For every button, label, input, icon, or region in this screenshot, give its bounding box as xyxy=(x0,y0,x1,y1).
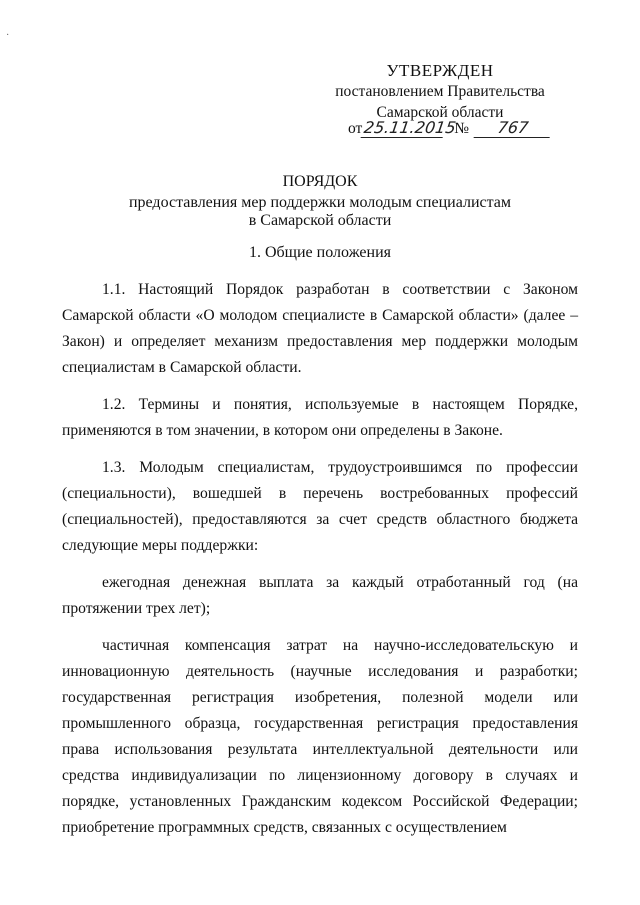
doc-subtitle-1: предоставления мер поддержки молодым специалистам xyxy=(128,194,512,211)
paragraph-measure-2: частичная компенсация затрат на научно-исследовательскую и инновационную деятельность (научные исследования и разработки; государственная регистрация изобретения, полезной модели или промышленного образца, государственная регистрация предоставления права использования результата интеллектуальной деятельности или средства индивидуализации по лицензионному договору в случаях и порядке, установленных Гражданским кодексом Российской Федерации; приобретение программных средств, связанных с осуществлением xyxy=(62,637,578,836)
paragraph-1-3: 1.3. Молодым специалистам, трудоустроившимся по профессии (специальности), вошедшей в перечень востребованных профессий (специальностей), предоставляются за счет средств областного бюджета следующие меры поддержки: xyxy=(62,459,578,554)
approval-date-line xyxy=(348,118,551,138)
document-body xyxy=(62,277,578,852)
doc-heading: ПОРЯДОК xyxy=(282,173,358,190)
approval-block xyxy=(330,60,550,123)
approval-title: УТВЕРЖДЕН xyxy=(386,61,494,80)
paragraph-measure-1: ежегодная денежная выплата за каждый отработанный год (на протяжении трех лет); xyxy=(62,574,578,617)
doc-subtitle-2: в Самарской области xyxy=(248,212,392,229)
approval-line-1: постановлением Правительства xyxy=(335,83,545,100)
date-prefix: от xyxy=(348,120,363,137)
approval-line-2: Самарской области xyxy=(376,104,504,121)
handwritten-number: 767 xyxy=(474,118,553,138)
number-prefix: № xyxy=(454,120,469,137)
handwritten-date: 25.11.2015 xyxy=(361,118,446,138)
paragraph-1-1: 1.1. Настоящий Порядок разработан в соответствии с Законом Самарской области «О молодом специалисте в Самарской области» (далее – Закон) и определяет механизм предоставления мер поддержки молодым специалистам в Самарской области. xyxy=(62,281,578,376)
scan-speck: · xyxy=(6,30,10,41)
paragraph-1-2: 1.2. Термины и понятия, используемые в настоящем Порядке, применяются в том значении, в котором они определены в Законе. xyxy=(62,396,578,439)
section-heading-1: 1. Общие положения xyxy=(248,244,392,261)
